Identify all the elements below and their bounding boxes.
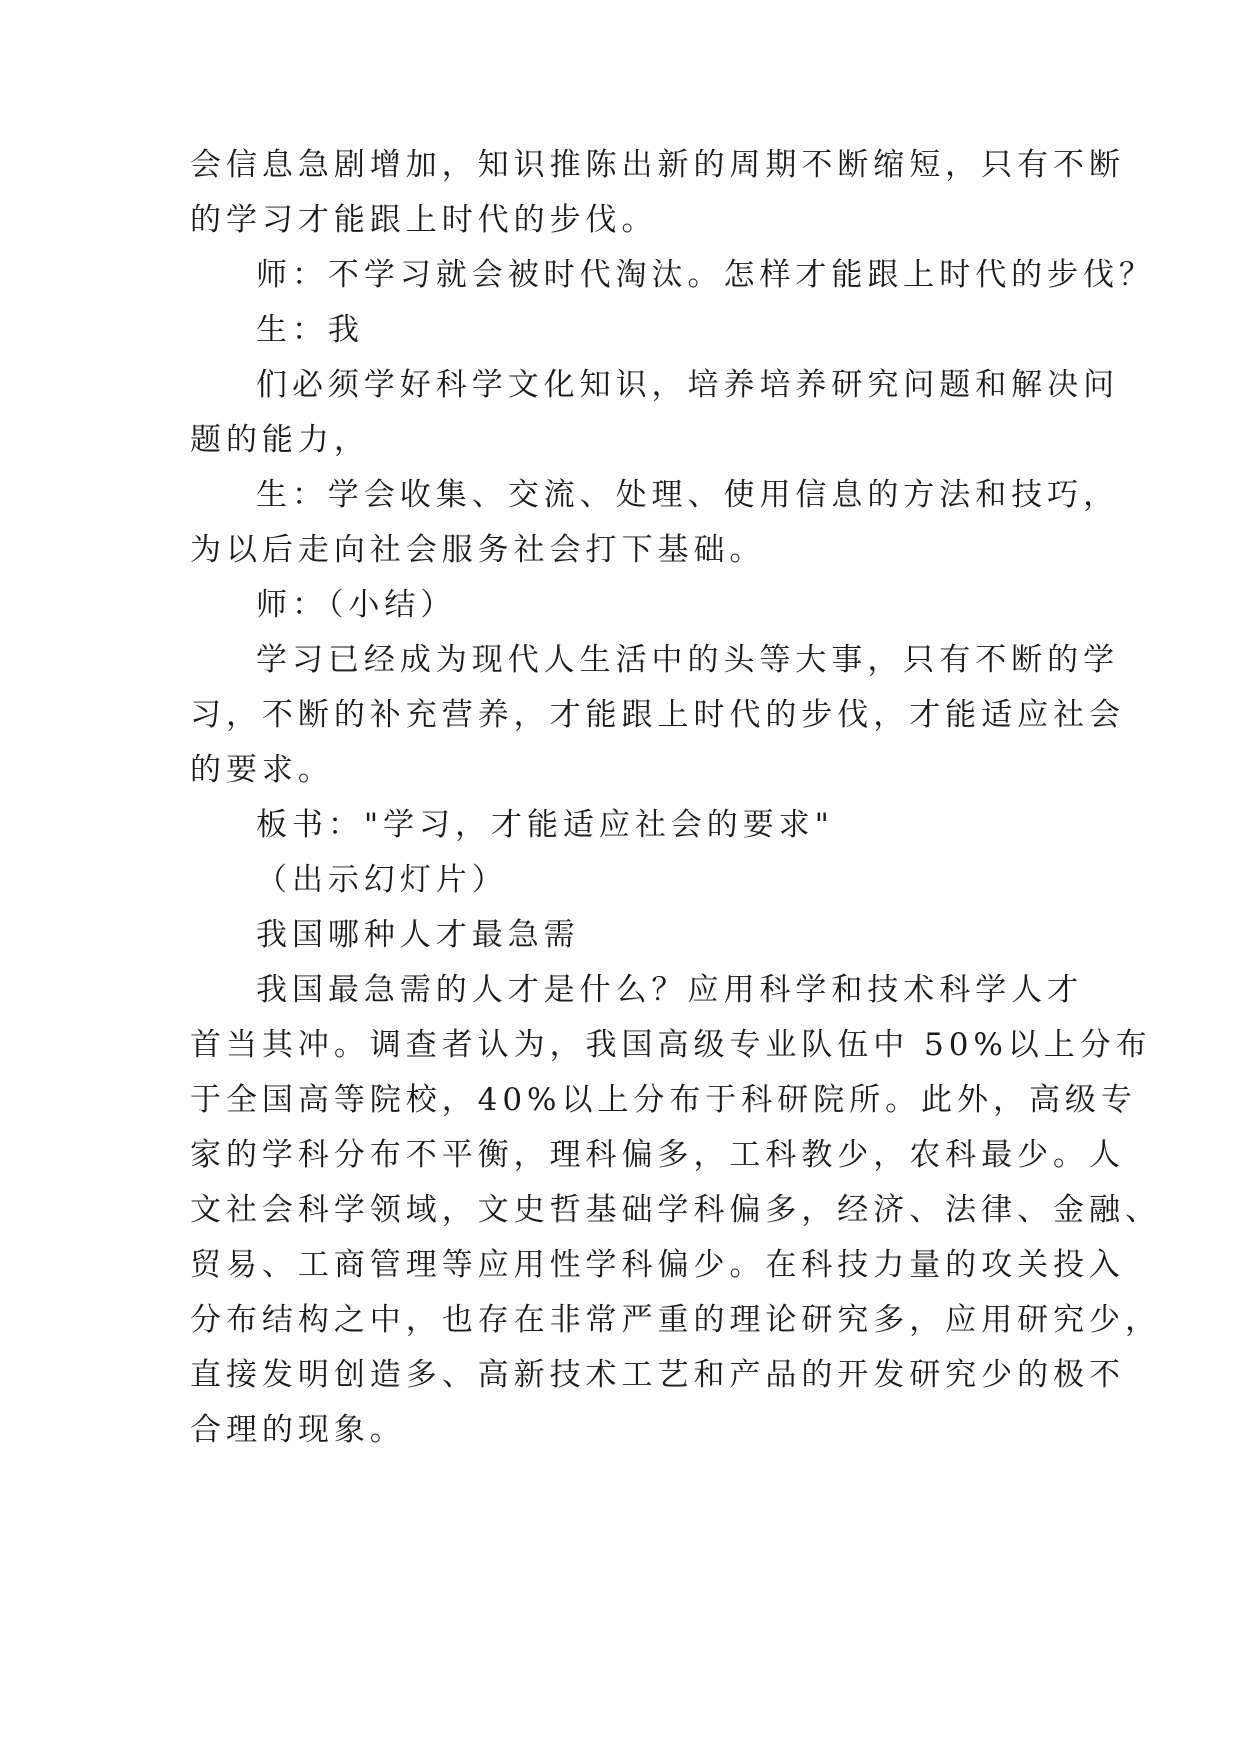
text-line: 文社会科学领域，文史哲基础学科偏多，经济、法律、金融、 [190, 1192, 1161, 1228]
text-line: 的学习才能跟上时代的步伐。 [190, 202, 658, 238]
text-line: 合理的现象。 [190, 1412, 406, 1448]
section-heading: 我国哪种人才最急需 [256, 917, 580, 953]
text-line: 于全国高等院校，40%以上分布于科研院所。此外，高级专 [190, 1082, 1137, 1118]
text-line: 分布结构之中，也存在非常严重的理论研究多，应用研究少， [190, 1302, 1161, 1338]
text-line: 习，不断的补充营养，才能跟上时代的步伐，才能适应社会 [190, 697, 1125, 733]
text-line: 学习已经成为现代人生活中的头等大事，只有不断的学 [256, 642, 1120, 678]
text-line: 师：不学习就会被时代淘汰。怎样才能跟上时代的步伐？ [256, 257, 1155, 293]
text-line: 为以后走向社会服务社会打下基础。 [190, 532, 766, 568]
text-line: 我国最急需的人才是什么？应用科学和技术科学人才 [256, 972, 1084, 1008]
text-line: 家的学科分布不平衡，理科偏多，工科教少，农科最少。人 [190, 1137, 1125, 1173]
text-line: 贸易、工商管理等应用性学科偏少。在科技力量的攻关投入 [190, 1247, 1125, 1283]
text-line: 题的能力， [190, 422, 370, 458]
text-line: （出示幻灯片） [256, 862, 508, 898]
text-line: 的要求。 [190, 752, 334, 788]
text-line: 生：学会收集、交流、处理、使用信息的方法和技巧， [256, 477, 1120, 513]
text-line: 板书："学习，才能适应社会的要求" [256, 807, 834, 843]
text-line: 们必须学好科学文化知识，培养培养研究问题和解决问 [256, 367, 1120, 403]
text-line: 师：（小结） [256, 587, 457, 623]
text-line: 直接发明创造多、高新技术工艺和产品的开发研究少的极不 [190, 1357, 1125, 1393]
text-line: 生：我 [256, 312, 364, 348]
text-line: 会信息急剧增加，知识推陈出新的周期不断缩短，只有不断 [190, 147, 1125, 183]
text-line: 首当其冲。调查者认为，我国高级专业队伍中 50%以上分布 [190, 1027, 1152, 1063]
